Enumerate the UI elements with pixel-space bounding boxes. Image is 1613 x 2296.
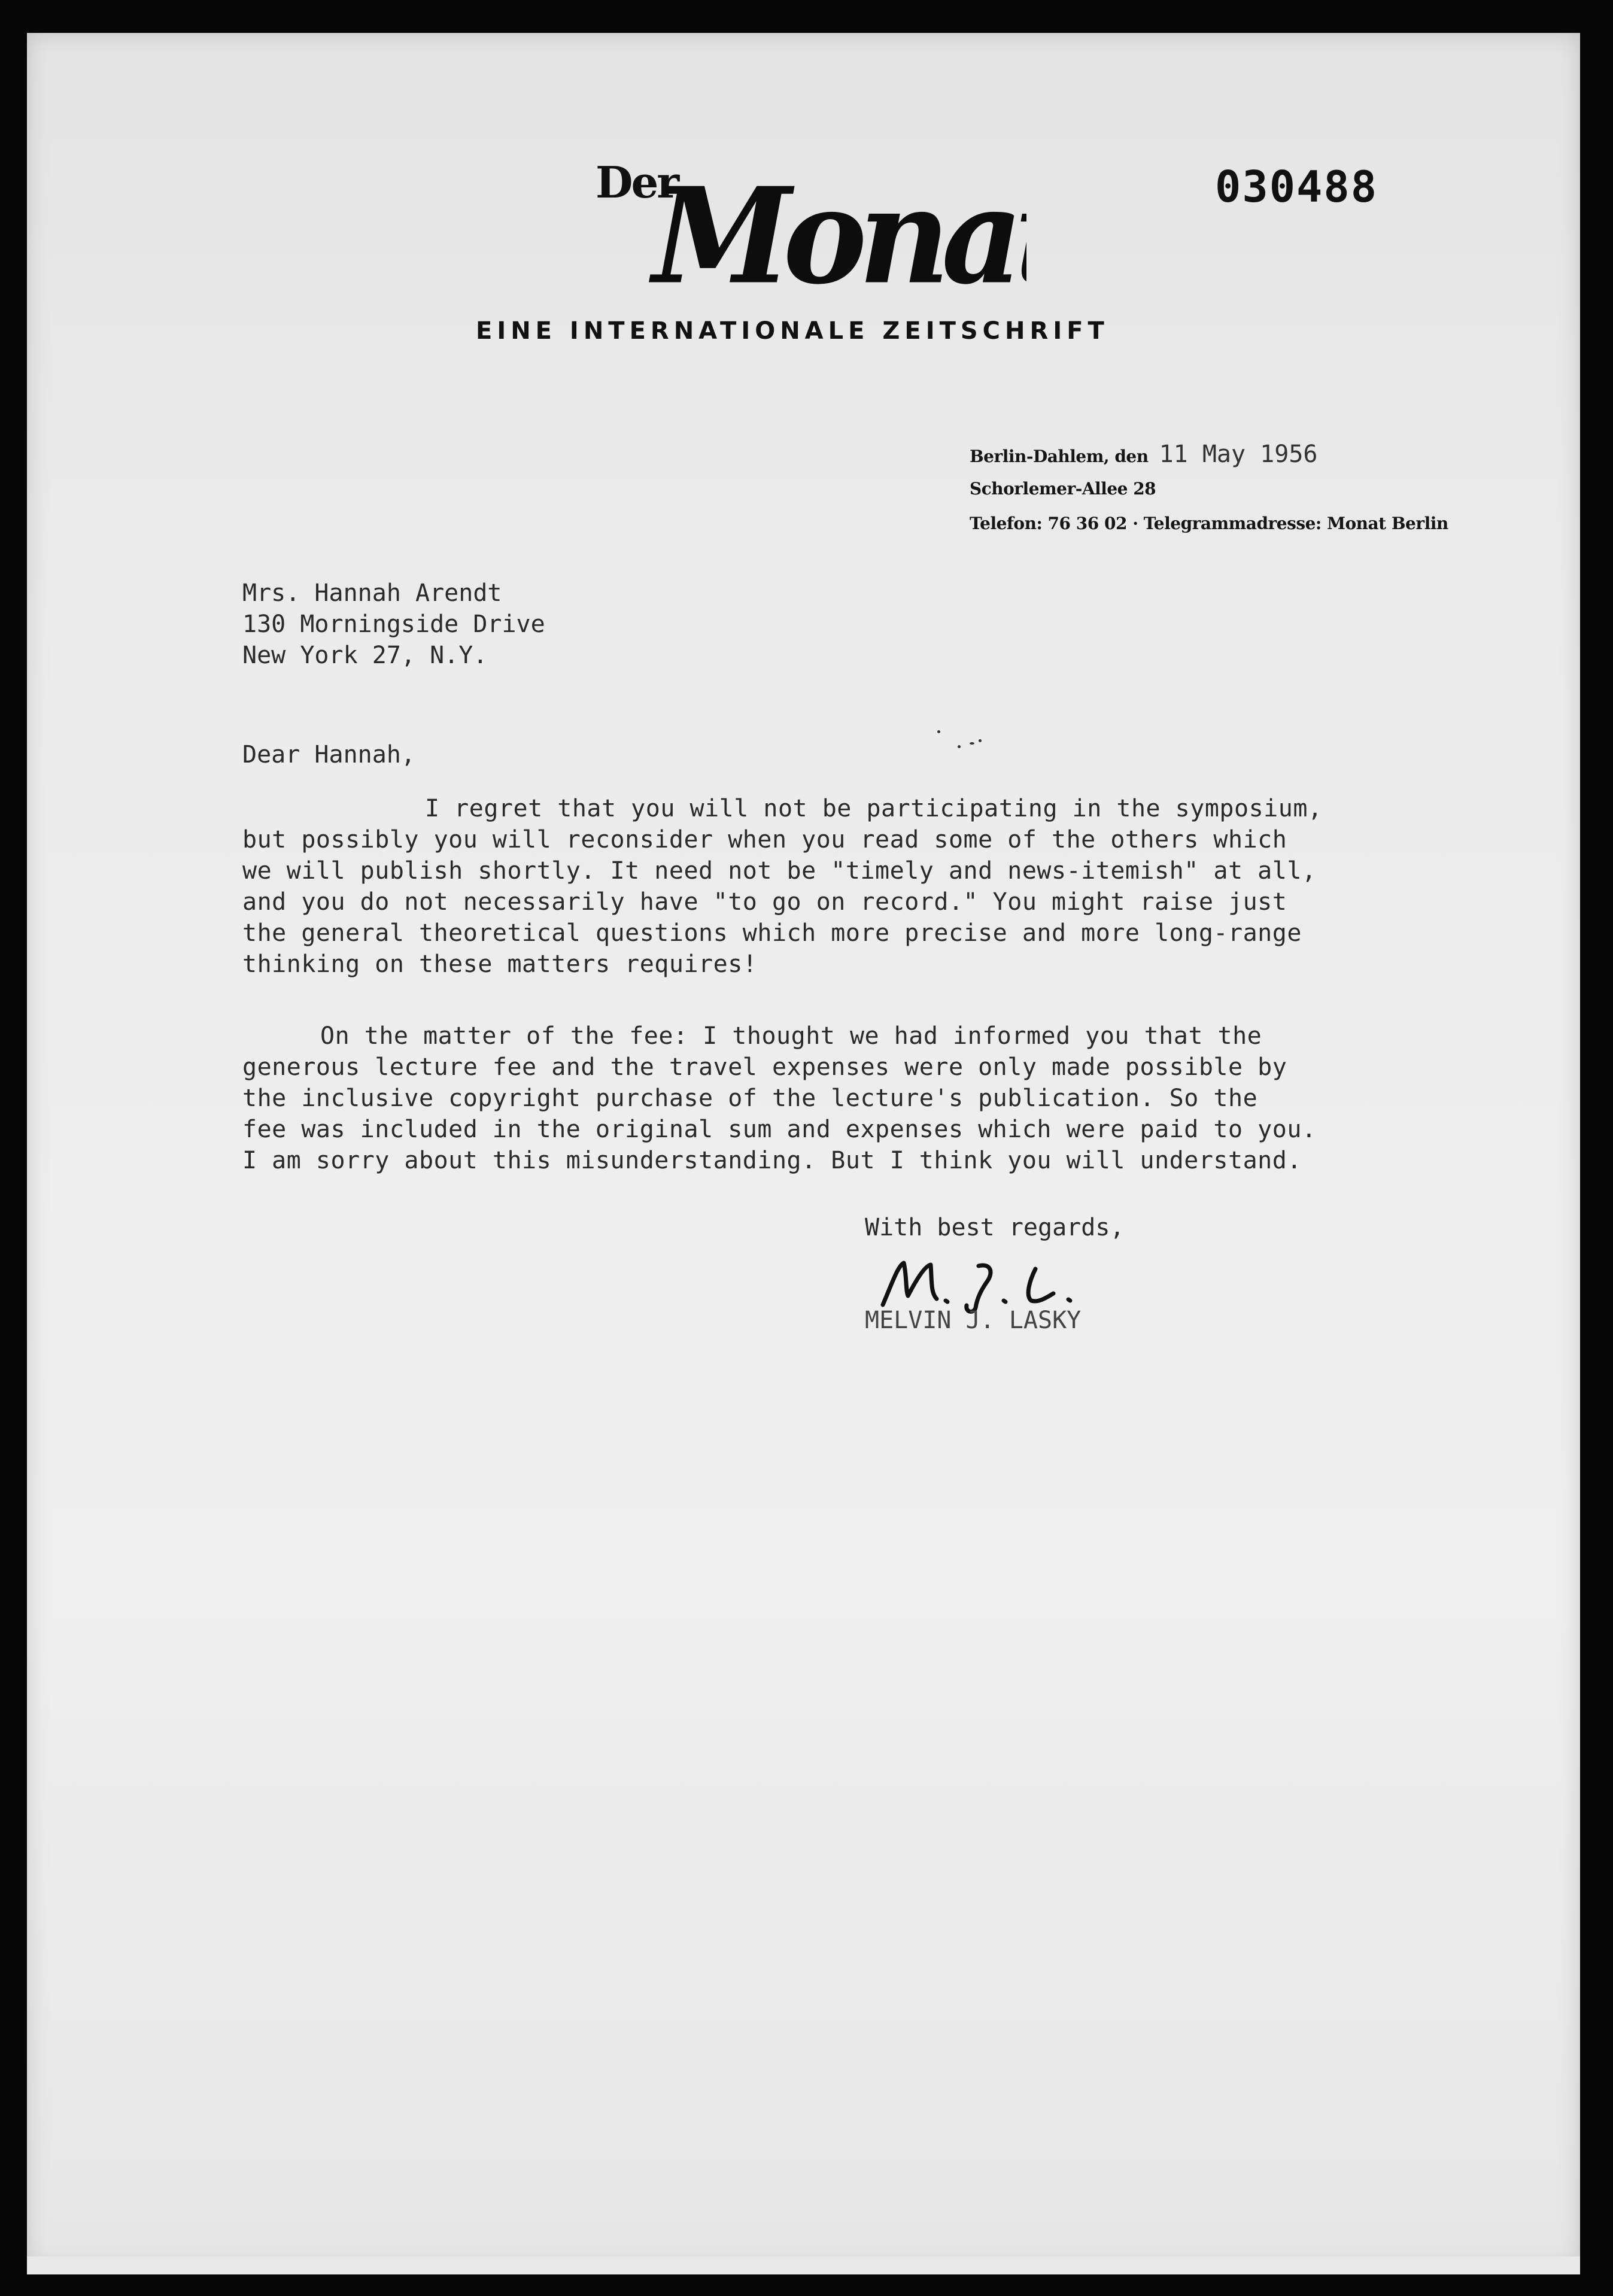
scan-speck [979, 739, 982, 742]
paragraph-line: fee was included in the original sum and expenses which were paid to you. [242, 1116, 1317, 1143]
scan-speck [970, 742, 974, 745]
recipient-city: New York 27, N.Y. [242, 642, 488, 669]
paragraph-line: I am sorry about this misunderstanding. But I think you will understand. [242, 1147, 1302, 1174]
letterhead-contact: Telefon: 76 36 02 · Telegrammadresse: Monat Berlin [970, 514, 1448, 533]
sheet-bottom-edge [27, 2256, 1580, 2274]
paragraph-1 [242, 793, 1380, 980]
paragraph-line: I regret that you will not be participating in the symposium, [425, 795, 1323, 822]
closing: With best regards, [865, 1214, 1125, 1241]
letterhead-address-block [970, 437, 1580, 541]
paragraph-line: and you do not necessarily have "to go on record." You might raise just [242, 888, 1287, 916]
paragraph-2 [242, 1021, 1380, 1176]
recipient-address [242, 578, 545, 671]
letterhead-street: Schorlemer-Allee 28 [970, 479, 1156, 499]
paragraph-line: generous lecture fee and the travel expenses were only made possible by [242, 1053, 1287, 1081]
letter-date: 11 May 1956 [1159, 441, 1318, 468]
masthead-logo [596, 138, 1026, 293]
signature-initials [871, 1248, 1122, 1314]
paragraph-line: but possibly you will reconsider when you read some of the others which [242, 826, 1287, 854]
paragraph-line: we will publish shortly. It need not be "timely and news-itemish" at all, [242, 857, 1317, 885]
document-number: 030488 [1215, 162, 1378, 212]
paragraph-line: thinking on these matters requires! [242, 950, 758, 978]
masthead-der: Der [596, 157, 678, 208]
salutation: Dear Hannah, [242, 741, 415, 769]
place-label: Berlin-Dahlem, den [970, 447, 1149, 466]
masthead-monat: Monat [652, 158, 1026, 293]
masthead-subtitle: EINE INTERNATIONALE ZEITSCHRIFT [476, 317, 1109, 345]
place-date-line [970, 437, 1580, 472]
recipient-name: Mrs. Hannah Arendt [242, 579, 502, 607]
signer-name: MELVIN J. LASKY [865, 1307, 1082, 1334]
recipient-street: 130 Morningside Drive [242, 611, 545, 638]
paragraph-line: On the matter of the fee: I thought we had informed you that the [320, 1022, 1262, 1050]
paragraph-line: the inclusive copyright purchase of the lecture's publication. So the [242, 1085, 1258, 1112]
scan-speck [937, 730, 940, 733]
scan-speck [958, 745, 961, 748]
paragraph-line: the general theoretical questions which more precise and more long-range [242, 919, 1302, 947]
